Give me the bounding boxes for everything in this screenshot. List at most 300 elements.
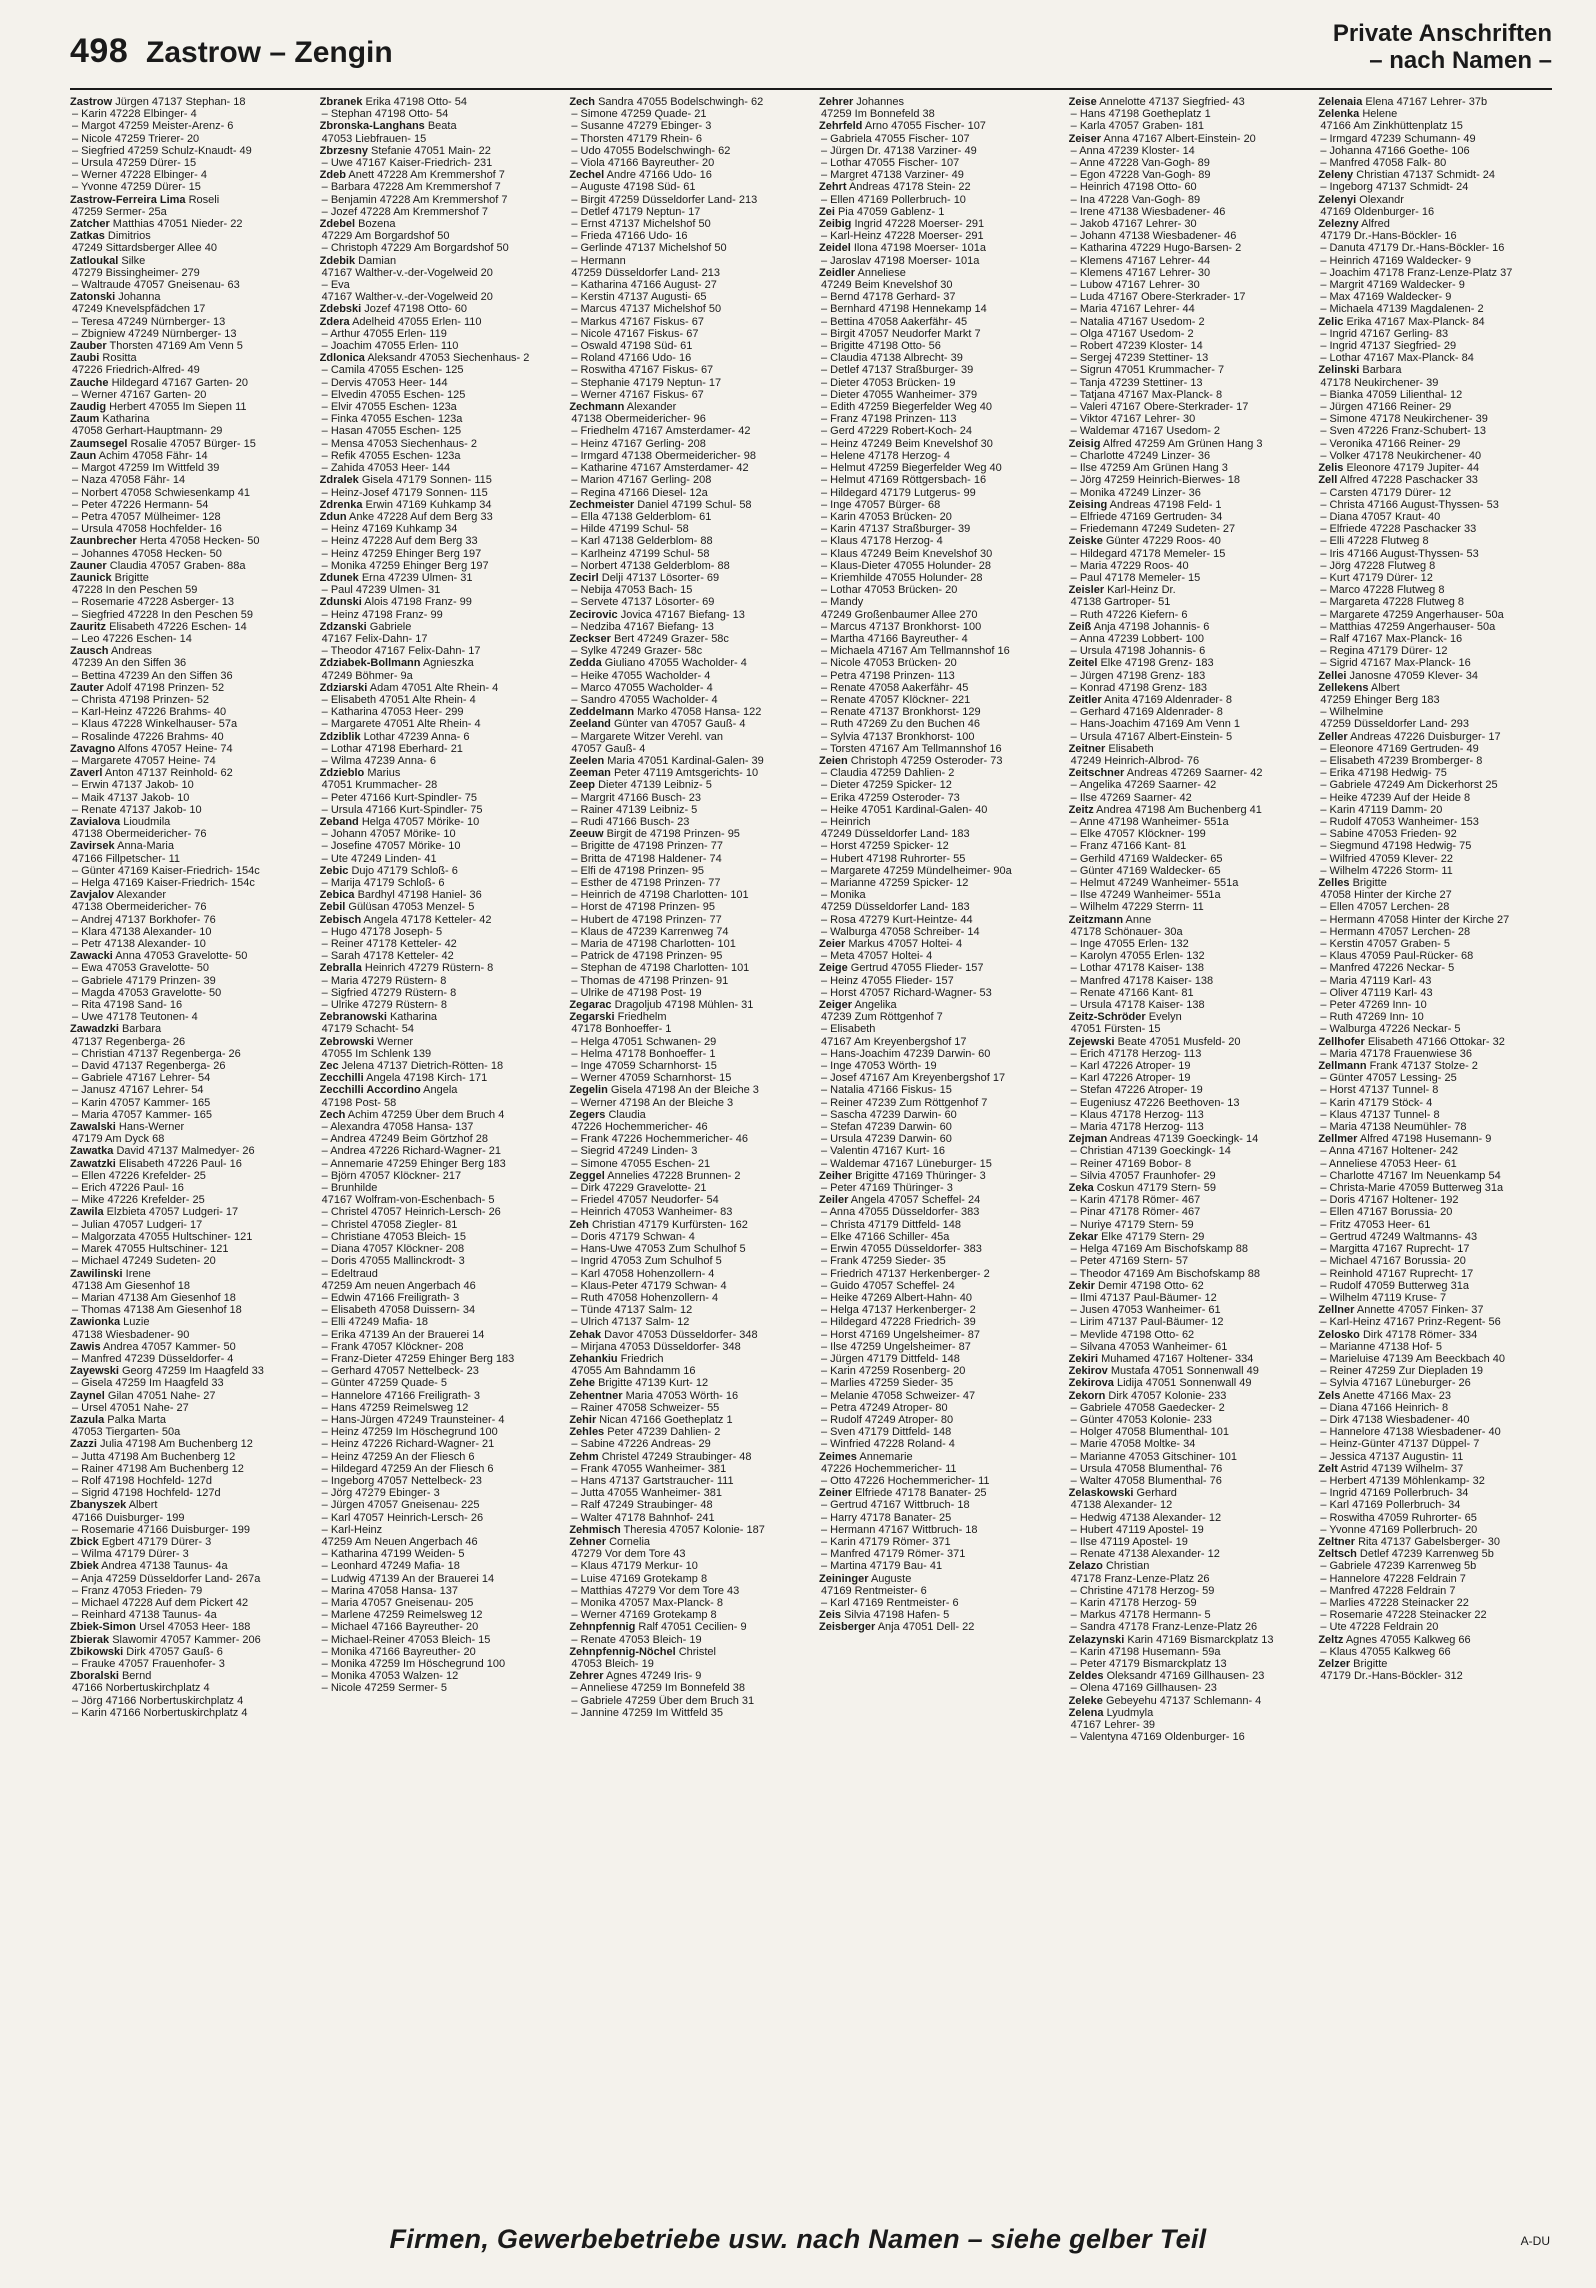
- directory-entry-continuation: 47228 In den Peschen 59: [72, 584, 198, 597]
- directory-entry: [569, 1536, 811, 1548]
- directory-entry: [569, 1426, 811, 1438]
- directory-entry-continuation: – Nedziba 47167 Biefang- 13: [571, 620, 714, 633]
- entry-details: Dragoljub 47198 Mühlen- 31: [611, 999, 754, 1012]
- directory-entry-continuation: – Ulrike 47279 Rüstern- 8: [321, 999, 447, 1012]
- directory-entry: [320, 145, 562, 157]
- directory-entry: [1069, 1377, 1311, 1389]
- entry-surname: Zdzieblo: [319, 767, 365, 780]
- directory-entry-continuation: – Lothar 47198 Eberhard- 21: [321, 742, 463, 755]
- entry-details: Christel 47249 Straubinger- 48: [598, 1450, 752, 1463]
- directory-entry-continuation: – Ruth 47226 Kiefern- 6: [1070, 608, 1188, 621]
- directory-entry-continuation: – Peter 47166 Kurt-Spindler- 75: [321, 791, 477, 804]
- entry-details: Maria 47051 Kardinal-Galen- 39: [604, 754, 764, 767]
- directory-entry-continuation: – Marianne 47138 Hof- 5: [1320, 1340, 1443, 1353]
- directory-entry-continuation: – Horst 47057 Richard-Wagner- 53: [821, 986, 992, 999]
- directory-entry-continuation: – Karolyn 47055 Erlen- 132: [1070, 950, 1205, 963]
- entry-surname: Zeltner: [1318, 1535, 1356, 1548]
- directory-entry-continuation: – Ilse 47249 Wanheimer- 551a: [1070, 889, 1221, 902]
- directory-entry-continuation: – Erika 47259 Osteroder- 73: [821, 791, 960, 804]
- directory-entry-continuation: – Stephan 47198 Otto- 54: [321, 108, 449, 121]
- directory-entry-continuation: – Hannelore 47228 Feldrain 7: [1320, 1572, 1466, 1585]
- directory-entry-continuation: 47178 Schönauer- 30a: [1070, 925, 1183, 938]
- entry-details: Karl-Heinz Dr.: [1104, 584, 1176, 597]
- directory-entry-continuation: – Heike 47055 Wacholder- 4: [571, 669, 711, 682]
- directory-entry-continuation: – Natalia 47167 Usedom- 2: [1070, 315, 1205, 328]
- directory-entry-continuation: – Marek 47055 Hultschiner- 121: [72, 1243, 229, 1256]
- directory-entry-continuation: – Herbert 47139 Möhlenkamp- 32: [1320, 1474, 1485, 1487]
- directory-entry-continuation: – Klemens 47167 Lehrer- 30: [1070, 266, 1211, 279]
- directory-entry-continuation: – Andrej 47137 Borkhofer- 76: [72, 913, 216, 926]
- directory-entry-continuation: – Teresa 47249 Nürnberger- 13: [72, 315, 226, 328]
- directory-entry-continuation: – Erwin 47137 Jakob- 10: [72, 779, 194, 792]
- directory-entry: [819, 1573, 1061, 1585]
- entry-surname: Zelazynski: [1068, 1633, 1125, 1646]
- directory-entry-continuation: – Kurt 47179 Dürer- 12: [1320, 571, 1433, 584]
- entry-details: Annelies 47228 Brunnen- 2: [604, 1169, 741, 1182]
- directory-entry-continuation: – Christa-Marie 47059 Butterweg 31a: [1320, 1182, 1504, 1195]
- directory-entry-continuation: – Udo 47055 Bodelschwingh- 62: [571, 144, 731, 157]
- directory-entry: [70, 767, 312, 779]
- directory-entry-continuation: – Olga 47167 Usedom- 2: [1070, 327, 1194, 340]
- directory-entry-continuation: – Anja 47259 Düsseldorfer Land- 267a: [72, 1572, 261, 1585]
- directory-entry: [1318, 1060, 1560, 1072]
- directory-entry-continuation: – Anne 47198 Wanheimer- 551a: [1070, 815, 1229, 828]
- directory-entry-continuation: – Monika 47249 Linzer- 36: [1070, 486, 1201, 499]
- directory-entry-continuation: – Janusz 47167 Lehrer- 54: [72, 1084, 204, 1097]
- directory-entry-continuation: – Ursula 47058 Hochfelder- 16: [72, 523, 222, 536]
- directory-entry-continuation: – Ulrich 47137 Salm- 12: [571, 1316, 690, 1329]
- entry-details: Oleksandr 47169 Gillhausen- 23: [1103, 1670, 1265, 1683]
- directory-entry-continuation: – Birgit 47057 Neudorfer Markt 7: [821, 327, 981, 340]
- directory-entry-continuation: – Dervis 47053 Heer- 144: [321, 376, 448, 389]
- entry-details: Johanna: [115, 291, 161, 304]
- directory-entry-continuation: 47166 Duisburger- 199: [72, 1511, 185, 1524]
- entry-surname: Zbrzesny: [319, 144, 368, 157]
- directory-entry-continuation: – Margareta 47228 Flutweg 8: [1320, 596, 1465, 609]
- directory-entry: [819, 218, 1061, 230]
- directory-entry-continuation: – Renate 47058 Aakerfähr- 45: [821, 681, 969, 694]
- entry-details: Werner: [374, 1035, 413, 1048]
- directory-entry-continuation: 47179 Dr.-Hans-Böckler- 312: [1320, 1670, 1463, 1683]
- directory-entry-continuation: – Sandra 47178 Franz-Lenze-Platz 26: [1070, 1621, 1258, 1634]
- entry-details: Marius: [364, 767, 401, 780]
- directory-entry-continuation: – Reinhold 47167 Ruprecht- 17: [1320, 1267, 1474, 1280]
- directory-entry-continuation: – Stefan 47239 Darwin- 60: [821, 1121, 952, 1134]
- entry-surname: Zastrow-Ferreira Lima: [70, 193, 186, 206]
- entry-surname: Zavialova: [70, 815, 121, 828]
- directory-entry-continuation: – Anna 47239 Kloster- 14: [1070, 144, 1195, 157]
- entry-surname: Zehles: [569, 1426, 605, 1439]
- directory-entry-continuation: – Mike 47226 Krefelder- 25: [72, 1194, 205, 1207]
- directory-entry: [1069, 584, 1311, 596]
- directory-entry-continuation: – Renate 47137 Jakob- 10: [72, 803, 202, 816]
- directory-entry-continuation: – Gerhard 47057 Nettelbeck- 23: [321, 1365, 479, 1378]
- entry-surname: Zeitzmann: [1068, 913, 1124, 926]
- entry-details: Gülüsan 47053 Menzel- 5: [345, 901, 475, 914]
- directory-entry-continuation: – Irene 47138 Wiesbadener- 46: [1070, 205, 1226, 218]
- entry-details: Heinrich 47279 Rüstern- 8: [361, 962, 494, 975]
- entry-surname: Zastrow: [70, 96, 113, 108]
- directory-entry: [70, 1670, 312, 1682]
- directory-entry: [1318, 1634, 1560, 1646]
- directory-entry-continuation: – Irmgard 47138 Obermeidericher- 98: [571, 449, 756, 462]
- directory-entry-continuation: – Martina 47179 Bau- 41: [821, 1560, 943, 1573]
- directory-entry: [320, 657, 562, 669]
- directory-entry-continuation: – Heinz 47055 Flieder- 157: [821, 974, 954, 987]
- directory-entry-continuation: – Inge 47053 Wörth- 19: [821, 1060, 937, 1073]
- entry-surname: Zdziabek-Bollmann: [319, 657, 421, 670]
- directory-entry: [819, 96, 1061, 108]
- directory-entry-continuation: – Ralf 47249 Straubinger- 48: [571, 1499, 713, 1512]
- directory-entry-continuation: – Ursula 47167 Albert-Einstein- 5: [1070, 730, 1233, 743]
- directory-entry: [1318, 1036, 1560, 1048]
- entry-details: Lioudmila: [120, 815, 171, 828]
- directory-entry: [569, 1670, 811, 1682]
- entry-surname: Zeidel: [819, 242, 851, 255]
- directory-entry-continuation: – Heinz 47228 Auf dem Berg 33: [321, 535, 478, 548]
- directory-entry-continuation: – Jusen 47053 Wanheimer- 61: [1070, 1304, 1221, 1317]
- entry-surname: Zell: [1318, 474, 1338, 487]
- directory-entry-continuation: 47167 Walther-v.-der-Vogelweid 20: [321, 291, 493, 304]
- directory-entry: [569, 1646, 811, 1658]
- entry-details: Coskun 47179 Stern- 59: [1093, 1182, 1217, 1195]
- directory-entry-continuation: 47138 Alexander- 12: [1070, 1499, 1173, 1512]
- directory-entry-continuation: – Volker 47178 Neukirchener- 40: [1320, 449, 1482, 462]
- entry-surname: Zelles: [1318, 877, 1350, 889]
- directory-entry-continuation: – Paul 47178 Memeler- 15: [1070, 571, 1201, 584]
- directory-entry-continuation: – Elisabeth 47058 Duissern- 34: [321, 1304, 476, 1317]
- directory-entry-continuation: – Ilse 47259 Ungelsheimer- 87: [821, 1340, 971, 1353]
- directory-entry-continuation: – Yvonne 47259 Dürer- 15: [72, 181, 201, 194]
- entry-surname: Zeller: [1318, 730, 1348, 743]
- directory-entry-continuation: – Heinrich de 47198 Charlotten- 101: [571, 889, 749, 902]
- directory-entry: [1069, 1707, 1311, 1719]
- directory-entry-continuation: – Robert 47239 Kloster- 14: [1070, 340, 1203, 353]
- directory-entry-continuation: – Lothar 47053 Brücken- 20: [821, 584, 958, 597]
- entry-surname: Zavirsek: [70, 840, 115, 853]
- directory-entry-continuation: – Winfried 47228 Roland- 4: [821, 1438, 955, 1451]
- directory-entry: [70, 535, 312, 547]
- directory-entry-continuation: 47058 Gerhart-Hauptmann- 29: [72, 425, 223, 438]
- directory-entry-continuation: – Hugo 47178 Joseph- 5: [321, 925, 443, 938]
- directory-entry-continuation: – Frank 47226 Hochemmericher- 46: [571, 1133, 749, 1146]
- entry-details: Achim 47058 Fähr- 14: [96, 449, 208, 462]
- directory-entry-continuation: – Britta de 47198 Haldener- 74: [571, 852, 722, 865]
- entry-surname: Zeitner: [1068, 742, 1106, 755]
- entry-details: Friedrich: [617, 1352, 664, 1365]
- entry-surname: Zegarski: [569, 1011, 615, 1024]
- directory-entry-continuation: – Leo 47226 Eschen- 14: [72, 632, 192, 645]
- entry-details: Brigitte: [111, 571, 149, 584]
- directory-entry-continuation: – Elfriede 47228 Paschacker 33: [1320, 523, 1477, 536]
- directory-entry-continuation: – Sven 47226 Franz-Schubert- 13: [1320, 425, 1487, 438]
- directory-entry-continuation: – Christa 47179 Dittfeld- 148: [821, 1218, 962, 1231]
- directory-entry-continuation: – Heinz 47169 Kuhkamp 34: [321, 523, 458, 536]
- directory-entry: [70, 194, 312, 206]
- directory-entry-continuation: – Ingrid 47053 Zum Schulhof 5: [571, 1255, 722, 1268]
- directory-entry-continuation: – Gerhard 47169 Aldenrader- 8: [1070, 706, 1223, 719]
- directory-entry-continuation: – Rudolf 47053 Wanheimer- 153: [1320, 815, 1479, 828]
- directory-entry-continuation: – Norbert 47058 Schwiesenkamp 41: [72, 486, 250, 499]
- entry-details: Aleksandr 47053 Siechenhaus- 2: [364, 352, 530, 365]
- directory-entry-continuation: – Margrit 47166 Busch- 23: [571, 791, 701, 804]
- directory-entry-continuation: 47166 Fillpetscher- 11: [72, 852, 181, 865]
- directory-entry: [1069, 438, 1311, 450]
- directory-entry-continuation: – Lirim 47137 Paul-Bäumer- 12: [1070, 1316, 1224, 1329]
- entry-details: Elisabeth 47166 Ottokar- 32: [1364, 1035, 1505, 1048]
- entry-surname: Zazula: [70, 1413, 105, 1426]
- entry-details: Christian: [1102, 1560, 1150, 1573]
- directory-entry-continuation: – Heinz-Josef 47179 Sonnen- 115: [321, 486, 488, 499]
- entry-details: Katharina: [386, 1011, 438, 1024]
- entry-details: David 47137 Malmedyer- 26: [113, 1145, 255, 1158]
- directory-entry-continuation: – Uwe 47178 Teutonen- 4: [72, 1011, 198, 1024]
- entry-details: Detlef 47239 Karrenweg 5b: [1356, 1548, 1494, 1561]
- directory-entry: [70, 1121, 312, 1133]
- directory-entry-continuation: – Hans-Jürgen 47249 Traunsteiner- 4: [321, 1413, 505, 1426]
- entry-details: Elisabeth 47226 Eschen- 14: [106, 620, 247, 633]
- entry-details: Dimitrios: [104, 230, 151, 243]
- directory-entry-continuation: – Bettina 47058 Aakerfähr- 45: [821, 315, 968, 328]
- entry-details: Anna-Maria: [114, 840, 174, 853]
- entry-details: Giuliano 47055 Wacholder- 4: [601, 657, 747, 670]
- directory-entry: [819, 242, 1061, 254]
- directory-entry-continuation: – Elvir 47055 Eschen- 123a: [321, 401, 457, 414]
- directory-entry-continuation: – Christine 47178 Herzog- 59: [1070, 1584, 1215, 1597]
- directory-entry-continuation: – Josefine 47057 Mörike- 10: [321, 840, 461, 853]
- directory-entry-continuation: – Renate 47053 Bleich- 19: [571, 1633, 702, 1646]
- directory-entry-continuation: – Karin 47057 Kammer- 165: [72, 1096, 211, 1109]
- directory-entry: [569, 169, 811, 181]
- entry-surname: Zekirov: [1068, 1365, 1108, 1378]
- entry-surname: Zekirova: [1068, 1377, 1114, 1390]
- directory-entry-continuation: – Gabriele 47259 Über dem Bruch 31: [571, 1694, 755, 1707]
- directory-entry: [70, 840, 312, 852]
- directory-entry: [569, 657, 811, 669]
- entry-details: Andrea 47198 Am Buchenberg 41: [1093, 803, 1262, 816]
- entry-surname: Zehrer: [569, 1670, 604, 1683]
- directory-entry-continuation: – Malgorzata 47055 Hultschiner- 121: [72, 1230, 253, 1243]
- directory-entry-continuation: 47178 Franz-Lenze-Platz 26: [1070, 1572, 1210, 1585]
- entry-surname: Zeien: [819, 754, 848, 767]
- directory-entry-continuation: – Hans 47198 Goetheplatz 1: [1070, 108, 1211, 121]
- directory-entry-continuation: 47249 Beim Knevelshof 30: [821, 279, 953, 292]
- directory-entry: [70, 413, 312, 425]
- directory-column-3: [569, 96, 811, 2192]
- entry-surname: Zavjalov: [70, 889, 115, 902]
- directory-entry: [320, 816, 562, 828]
- entry-surname: Zehrfeld: [819, 120, 863, 133]
- entry-surname: Zboralski: [70, 1670, 119, 1683]
- directory-entry: [819, 755, 1061, 767]
- entry-surname: Zec: [319, 1060, 339, 1073]
- directory-entry-continuation: 47249 Sittardsberger Allee 40: [72, 242, 217, 255]
- directory-entry-continuation: 47249 Böhmer- 9a: [321, 669, 413, 682]
- directory-entry-continuation: – Günter 47057 Lessing- 25: [1320, 1072, 1457, 1085]
- entry-surname: Zawila: [70, 1206, 104, 1219]
- directory-entry-continuation: – Rudi 47166 Busch- 23: [571, 815, 690, 828]
- directory-entry-continuation: – Margitta 47167 Ruprecht- 17: [1320, 1243, 1470, 1256]
- directory-entry-continuation: – Michael 47166 Bayreuther- 20: [321, 1621, 479, 1634]
- directory-entry-continuation: – Margarete 47057 Heine- 74: [72, 754, 216, 767]
- entry-surname: Zehentner: [569, 1389, 623, 1402]
- directory-entry: [320, 889, 562, 901]
- directory-entry: [1069, 1133, 1311, 1145]
- directory-entry-continuation: – Horst 47137 Tunnel- 8: [1320, 1084, 1439, 1097]
- entry-details: Luzie: [120, 1316, 150, 1329]
- entry-surname: Zdeb: [319, 169, 346, 182]
- directory-entry-continuation: – Karl 47226 Atroper- 19: [1070, 1060, 1191, 1073]
- directory-entry-continuation: 47259 Düsseldorfer Land- 213: [571, 266, 720, 279]
- entry-details: Dujo 47179 Schloß- 6: [348, 864, 458, 877]
- entry-surname: Zehir: [569, 1413, 597, 1426]
- directory-entry-continuation: – Elli 47249 Mafia- 18: [321, 1316, 429, 1329]
- entry-details: Gisela 47198 An der Bleiche 3: [607, 1084, 759, 1097]
- directory-entry-continuation: 47226 Hochemmericher- 11: [821, 1462, 957, 1475]
- entry-surname: Zauner: [70, 559, 107, 572]
- directory-entry-continuation: – Werner 47059 Scharnhorst- 15: [571, 1072, 732, 1085]
- directory-entry-continuation: – Luda 47167 Obere-Sterkrader- 17: [1070, 291, 1246, 304]
- directory-entry-continuation: – Eugeniusz 47226 Beethoven- 13: [1070, 1096, 1240, 1109]
- entry-surname: Zebisch: [319, 913, 362, 926]
- entry-details: Gerhard: [1133, 1487, 1177, 1500]
- directory-entry: [320, 1084, 562, 1096]
- directory-entry-continuation: – Rainer 47058 Schweizer- 55: [571, 1401, 720, 1414]
- entry-surname: Zehnpfennig-Nöchel: [569, 1645, 676, 1658]
- directory-entry-continuation: – Hubert 47198 Ruhrorter- 55: [821, 852, 966, 865]
- directory-entry-continuation: – Guido 47057 Scheffel- 24: [821, 1279, 955, 1292]
- directory-entry-continuation: – Walburga 47058 Schreiber- 14: [821, 925, 980, 938]
- directory-entry-continuation: – Theodor 47169 Am Bischofskamp 88: [1070, 1267, 1261, 1280]
- directory-entry-continuation: – Peter 47179 Bismarckplatz 13: [1070, 1658, 1227, 1670]
- entry-surname: Zeige: [819, 962, 848, 975]
- entry-details: Georg 47259 Im Haagfeld 33: [118, 1365, 264, 1378]
- directory-entry: [569, 1329, 811, 1341]
- directory-entry-continuation: – Joachim 47178 Franz-Lenze-Platz 37: [1320, 266, 1513, 279]
- directory-entry: [1318, 731, 1560, 743]
- directory-entry-continuation: – Marija 47179 Schloß- 6: [321, 877, 445, 889]
- directory-entry-continuation: – Nebija 47053 Bach- 15: [571, 584, 693, 597]
- directory-entry-continuation: – Anneliese 47053 Heer- 61: [1320, 1157, 1457, 1170]
- directory-entry-continuation: – Gabriele 47179 Prinzen- 39: [72, 974, 216, 987]
- directory-entry-continuation: – Karl-Heinz 47226 Brahms- 40: [72, 706, 227, 719]
- directory-entry-continuation: – Klaus-Dieter 47055 Holunder- 28: [821, 559, 991, 572]
- entry-surname: Zechmeister: [569, 498, 635, 511]
- directory-entry-continuation: – Ruth 47269 Inn- 10: [1320, 1011, 1424, 1024]
- directory-entry-continuation: – Maria 47138 Neumühler- 78: [1320, 1121, 1467, 1134]
- directory-entry-continuation: – Johannes 47058 Hecken- 50: [72, 547, 222, 560]
- directory-entry: [70, 682, 312, 694]
- directory-entry-continuation: – Mensa 47053 Siechenhaus- 2: [321, 437, 477, 450]
- directory-entry-continuation: – Zahida 47053 Heer- 144: [321, 462, 451, 475]
- directory-entry: [70, 645, 312, 657]
- directory-entry-continuation: – Heinrich: [821, 815, 871, 828]
- directory-entry-continuation: – Katharina 47166 August- 27: [571, 279, 717, 292]
- entry-surname: Zawatka: [70, 1145, 114, 1158]
- directory-entry: [320, 96, 562, 108]
- directory-entry-continuation: – Monika 47166 Bayreuther- 20: [321, 1645, 476, 1658]
- directory-entry: [1318, 316, 1560, 328]
- directory-entry-continuation: – Susanne 47279 Ebinger- 3: [571, 120, 712, 133]
- directory-entry-continuation: – Maria 47279 Rüstern- 8: [321, 974, 447, 987]
- directory-entry-continuation: – Tanja 47239 Stettiner- 13: [1070, 376, 1203, 389]
- directory-entry-continuation: 47239 Zum Röttgenhof 7: [821, 1011, 943, 1024]
- directory-entry: [1069, 1182, 1311, 1194]
- directory-entry-continuation: – Elfriede 47169 Gertruden- 34: [1070, 510, 1223, 523]
- directory-entry-continuation: – Karl 47169 Pollerbruch- 34: [1320, 1499, 1461, 1512]
- directory-entry-continuation: – Tatjana 47167 Max-Planck- 8: [1070, 388, 1223, 401]
- entry-details: Anita 47169 Aldenrader- 8: [1101, 693, 1232, 706]
- directory-entry-continuation: – Ursula 47239 Darwin- 60: [821, 1133, 952, 1146]
- directory-entry: [1069, 1390, 1311, 1402]
- directory-entry-continuation: – Elli 47228 Flutweg 8: [1320, 535, 1429, 548]
- directory-entry-continuation: – Ute 47228 Feldrain 20: [1320, 1621, 1439, 1634]
- directory-entry-continuation: – Dieter 47259 Spicker- 12: [821, 779, 952, 792]
- entry-surname: Zaynel: [70, 1389, 105, 1402]
- directory-entry: [70, 291, 312, 303]
- directory-entry-continuation: – Oliver 47119 Karl- 43: [1320, 986, 1433, 999]
- directory-entry-continuation: – Marie 47058 Moltke- 34: [1070, 1438, 1196, 1451]
- directory-entry: [320, 572, 562, 584]
- entry-details: Thorsten 47169 Am Venn 5: [106, 340, 243, 353]
- directory-entry-continuation: – Rosemarie 47228 Steinacker 22: [1320, 1609, 1487, 1622]
- directory-entry-continuation: – Renate 47057 Klöckner- 221: [821, 693, 971, 706]
- entry-details: Elke 47198 Grenz- 183: [1097, 657, 1214, 670]
- entry-surname: Zeidler: [819, 266, 856, 279]
- directory-entry-continuation: – Servete 47137 Lösorter- 69: [571, 596, 715, 609]
- entry-surname: Zdralek: [319, 474, 359, 487]
- directory-entry-continuation: – Simone 47178 Neukirchener- 39: [1320, 413, 1488, 426]
- directory-entry-continuation: – Ewa 47053 Gravelotte- 50: [72, 962, 209, 975]
- entry-details: Andreas 47178 Stein- 22: [846, 181, 971, 194]
- directory-entry-continuation: – Birgit 47259 Düsseldorfer Land- 213: [571, 193, 758, 206]
- entry-surname: Zeelen: [569, 754, 605, 767]
- directory-entry-continuation: – Torsten 47167 Am Tellmannshof 16: [821, 742, 1002, 755]
- directory-entry-continuation: – Inge 47057 Bürger- 68: [821, 498, 941, 511]
- directory-entry-continuation: – Hubert 47119 Apostel- 19: [1070, 1523, 1204, 1536]
- directory-entry-continuation: – Markus 47167 Fiskus- 67: [571, 315, 704, 328]
- entry-surname: Zeitler: [1068, 693, 1102, 706]
- directory-entry: [569, 572, 811, 584]
- entry-details: Annelotte 47137 Siegfried- 43: [1096, 96, 1245, 108]
- directory-entry-continuation: – Kerstin 47057 Graben- 5: [1320, 938, 1450, 951]
- entry-details: Dirk 47057 Kolonie- 233: [1105, 1389, 1227, 1402]
- directory-entry-continuation: – Brunhilde: [321, 1182, 378, 1195]
- page-number: 498: [70, 32, 129, 70]
- directory-entry-continuation: – Petra 47198 Prinzen- 113: [821, 669, 955, 682]
- directory-entry-continuation: – Hubert de 47198 Prinzen- 77: [571, 913, 722, 926]
- directory-entry-continuation: – Fritz 47053 Heer- 61: [1320, 1218, 1431, 1231]
- directory-entry-continuation: – Jörg 47259 Heinrich-Bierwes- 18: [1070, 474, 1241, 487]
- directory-entry-continuation: – Hildegard 47228 Friedrich- 39: [821, 1316, 976, 1329]
- entry-details: Anna 47167 Albert-Einstein- 20: [1101, 132, 1256, 145]
- entry-surname: Zatloukal: [70, 254, 119, 267]
- directory-entry-continuation: – Klaus-Peter 47179 Schwan- 4: [571, 1279, 727, 1292]
- entry-surname: Zegarac: [569, 999, 612, 1012]
- directory-entry-continuation: – Christian 47137 Regenberga- 26: [72, 1047, 241, 1060]
- entry-details: Brigitte: [1350, 1658, 1388, 1670]
- directory-entry-continuation: – Ernst 47137 Michelshof 50: [571, 218, 711, 231]
- directory-entry: [1069, 621, 1311, 633]
- entry-details: Silke: [118, 254, 146, 267]
- directory-entry-continuation: – Regina 47166 Diesel- 12a: [571, 486, 708, 499]
- entry-details: Slawomir 47057 Kammer- 206: [109, 1633, 261, 1646]
- entry-details: Christel: [675, 1645, 716, 1658]
- directory-entry-continuation: – Horst 47259 Spicker- 12: [821, 840, 949, 853]
- directory-entry-continuation: – Klemens 47167 Lehrer- 44: [1070, 254, 1211, 267]
- directory-entry: [320, 499, 562, 511]
- directory-entry-continuation: – Magda 47053 Gravelotte- 50: [72, 986, 222, 999]
